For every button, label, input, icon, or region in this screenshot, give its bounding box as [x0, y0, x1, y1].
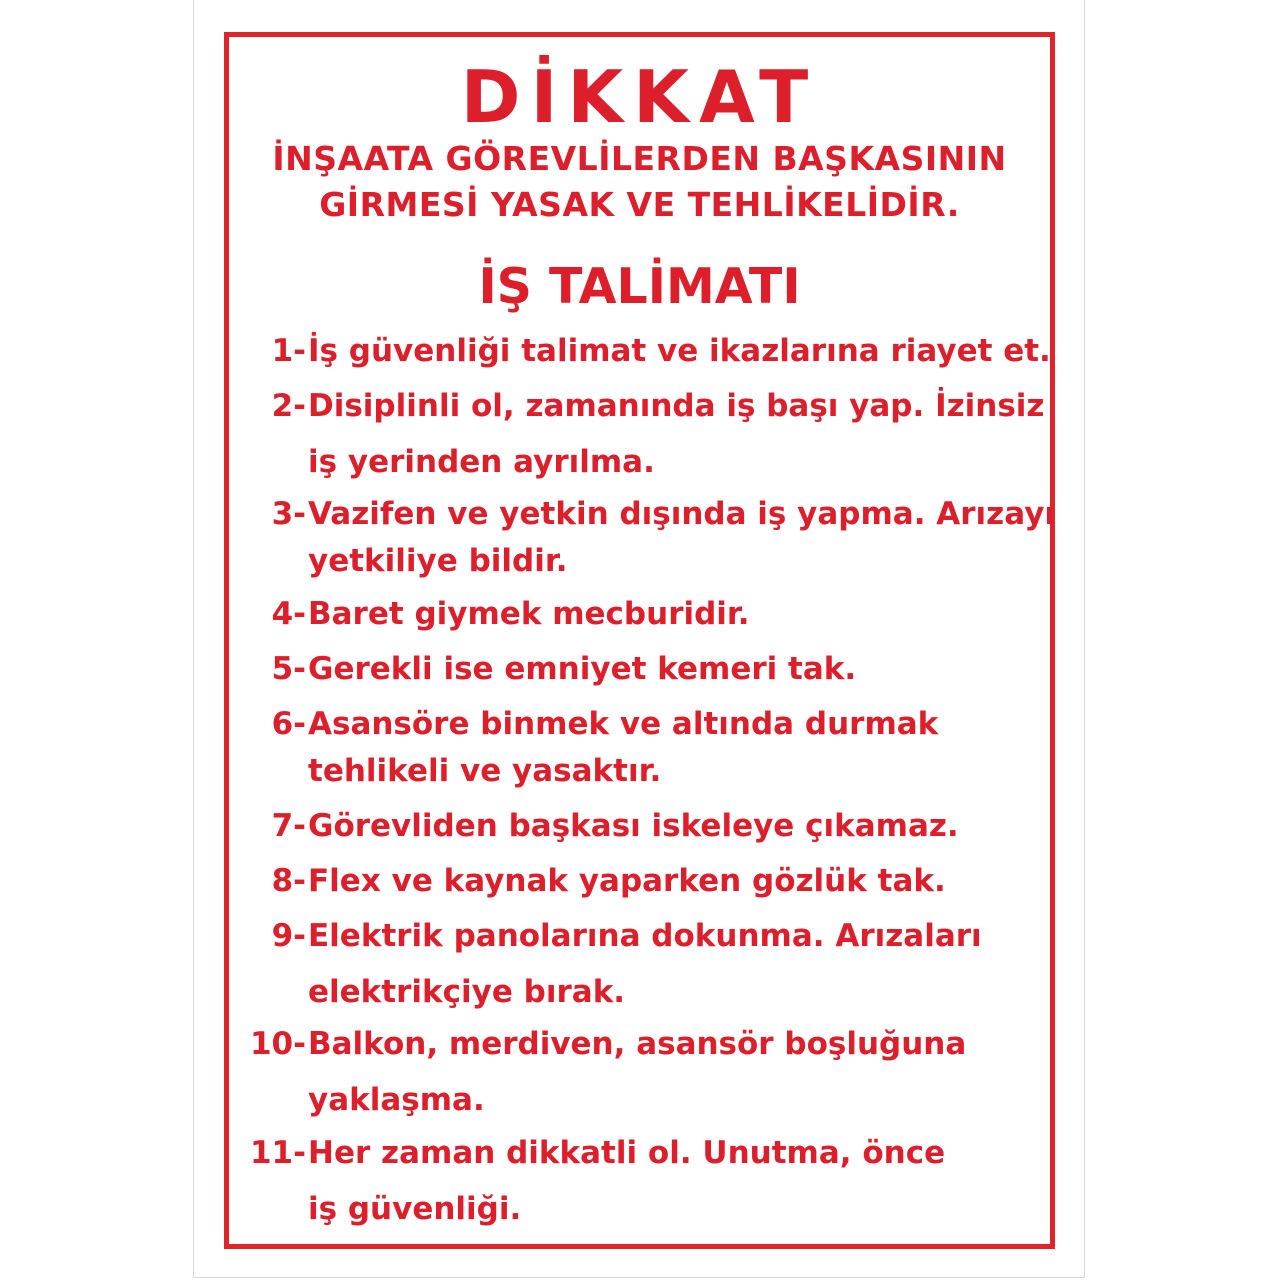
item-number: 1- [271, 333, 306, 369]
item-text: Baret giymek mecburidir. [308, 596, 750, 632]
sign-subtitle-line-1: İNŞAATA GÖREVLİLERDEN BAŞKASININ [272, 139, 1007, 178]
item-text-continued: yaklaşma. [308, 1082, 485, 1118]
item-number: 6- [271, 706, 306, 742]
item-text: Her zaman dikkatli ol. Unutma, önce [308, 1135, 946, 1171]
item-number: 7- [271, 808, 306, 844]
item-number: 9- [271, 918, 306, 954]
item-number: 10- [249, 1026, 306, 1062]
item-number: 11- [249, 1135, 306, 1171]
item-text: Görevliden başkası iskeleye çıkamaz. [308, 808, 959, 844]
item-text: Vazifen ve yetkin dışında iş yapma. Arızayı [308, 496, 1056, 532]
instructions-heading: İŞ TALİMATI [478, 258, 801, 315]
item-text: Asansöre binmek ve altında durmak [308, 706, 939, 742]
item-text-continued: tehlikeli ve yasaktır. [308, 753, 662, 789]
item-text: İş güvenliği talimat ve ikazlarına riayet et. [308, 333, 1051, 369]
item-number: 5- [271, 651, 306, 687]
item-text-continued: yetkiliye bildir. [308, 543, 568, 579]
item-number: 8- [271, 863, 306, 899]
item-number: 2- [271, 388, 306, 424]
item-text: Disiplinli ol, zamanında iş başı yap. İzinsiz [308, 388, 1045, 424]
item-text: Elektrik panolarına dokunma. Arızaları [308, 918, 982, 954]
item-number: 3- [271, 496, 306, 532]
item-text-continued: iş güvenliği. [308, 1191, 522, 1227]
sign-subtitle-line-2: GİRMESİ YASAK VE TEHLİKELİDİR. [319, 185, 960, 224]
item-number: 4- [271, 596, 306, 632]
item-text: Gerekli ise emniyet kemeri tak. [308, 651, 857, 687]
item-text-continued: elektrikçiye bırak. [308, 974, 626, 1010]
item-text: Flex ve kaynak yaparken gözlük tak. [308, 863, 946, 899]
sign-title: DİKKAT [460, 55, 819, 139]
item-text-continued: iş yerinden ayrılma. [308, 444, 655, 480]
item-text: Balkon, merdiven, asansör boşluğuna [308, 1026, 967, 1062]
